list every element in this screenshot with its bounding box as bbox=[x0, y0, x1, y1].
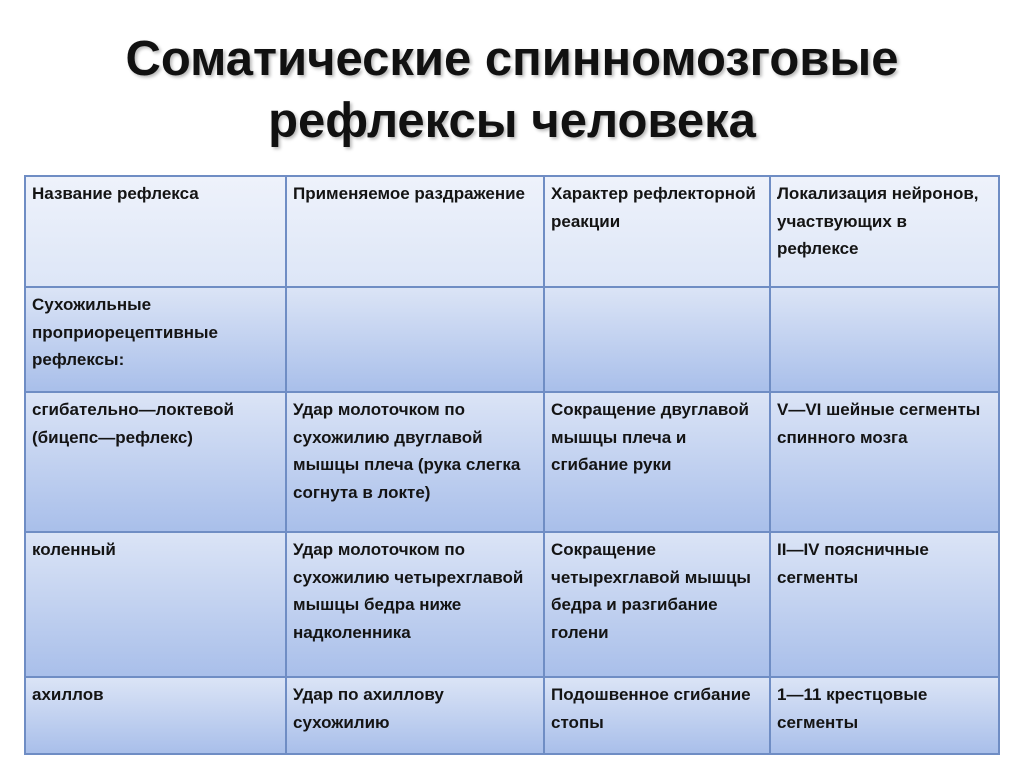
header-reflex-name: Название рефлекса bbox=[25, 176, 286, 287]
reflex-table bbox=[24, 175, 1000, 755]
cell-reflex-name: сгибательно—локтевой (бицепс—рефлекс) bbox=[25, 392, 286, 532]
header-localization: Локализация нейронов, участвующих в рефлексе bbox=[770, 176, 999, 287]
table-row bbox=[25, 677, 999, 754]
cell-reaction: Подошвенное сгибание стопы bbox=[544, 677, 770, 754]
cell-reaction: Сокращение четырехглавой мышцы бедра и разгибание голени bbox=[544, 532, 770, 677]
table-row bbox=[25, 392, 999, 532]
table-row bbox=[25, 287, 999, 392]
cell-reflex-name: Сухожильные проприорецептивные рефлексы: bbox=[25, 287, 286, 392]
header-reaction: Характер рефлекторной реакции bbox=[544, 176, 770, 287]
slide-title bbox=[0, 28, 1024, 152]
cell-stimulus: Удар молоточком по сухожилию четырехглавой мышцы бедра ниже надколенника bbox=[286, 532, 544, 677]
cell-stimulus: Удар молоточком по сухожилию двуглавой мышцы плеча (рука слегка согнута в локте) bbox=[286, 392, 544, 532]
cell-reaction bbox=[544, 287, 770, 392]
cell-localization bbox=[770, 287, 999, 392]
table-row bbox=[25, 532, 999, 677]
cell-stimulus: Удар по ахиллову сухожилию bbox=[286, 677, 544, 754]
cell-localization: 1—11 крестцовые сегменты bbox=[770, 677, 999, 754]
cell-localization: V—VI шейные сегменты спинного мозга bbox=[770, 392, 999, 532]
slide-title-line-2: рефлексы человека bbox=[268, 94, 756, 148]
table-header-row bbox=[25, 176, 999, 287]
cell-localization: II—IV поясничные сегменты bbox=[770, 532, 999, 677]
cell-stimulus bbox=[286, 287, 544, 392]
cell-reflex-name: ахиллов bbox=[25, 677, 286, 754]
cell-reaction: Сокращение двуглавой мышцы плеча и сгибание руки bbox=[544, 392, 770, 532]
cell-reflex-name: коленный bbox=[25, 532, 286, 677]
slide-title-line-1: Соматические спинномозговые bbox=[125, 32, 899, 86]
header-stimulus: Применяемое раздражение bbox=[286, 176, 544, 287]
